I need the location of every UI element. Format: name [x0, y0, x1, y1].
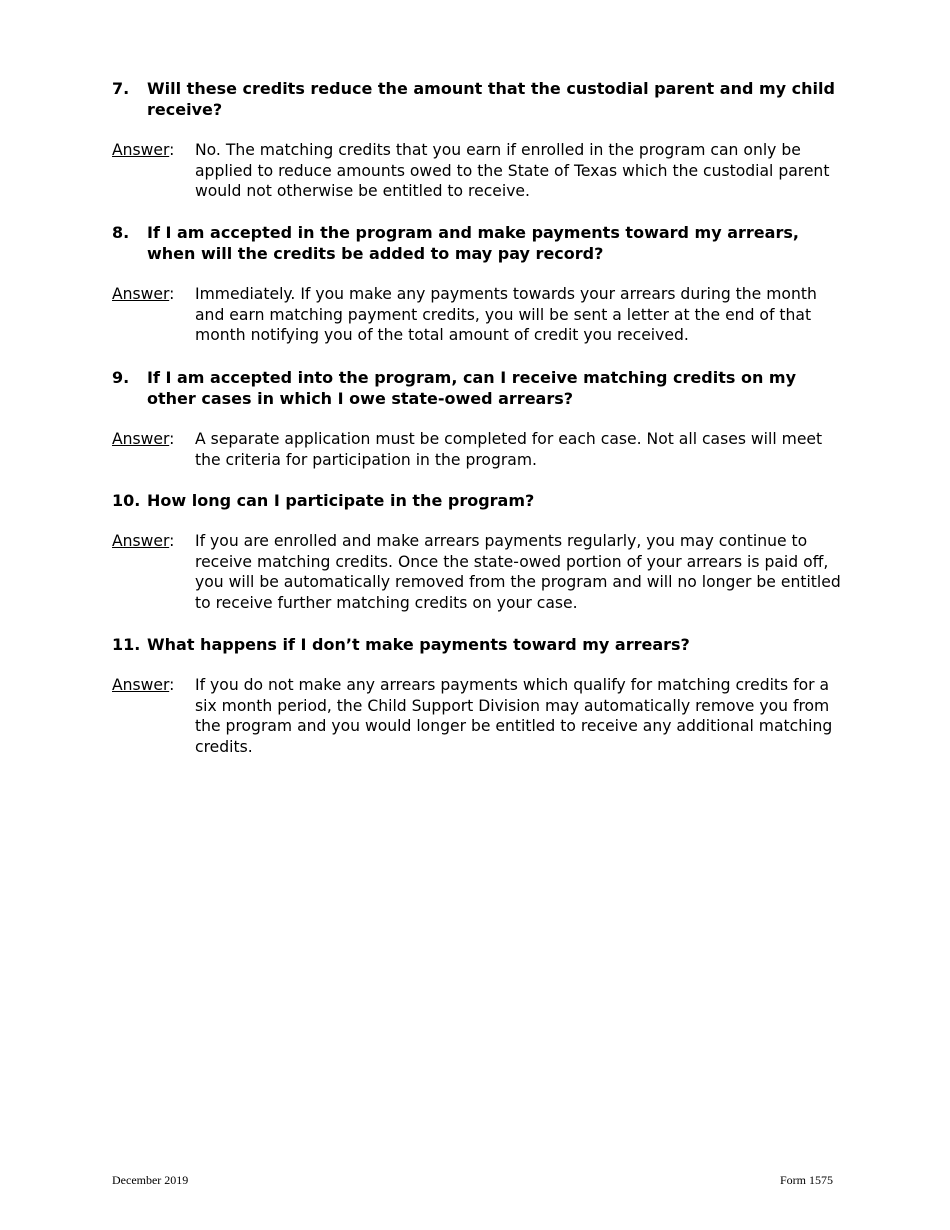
faq-question — [112, 367, 842, 409]
faq-item-11 — [112, 634, 842, 758]
answer-text: If you do not make any arrears payments which qualify for matching credits for a six month period, the Child Support Division may automatically remove you from the program and you would longer be entitled to receive any additional matching credits. — [195, 676, 833, 757]
faq-item-8 — [112, 222, 842, 346]
faq-answer — [112, 429, 842, 470]
question-number: 7. — [112, 79, 130, 98]
faq-item-10 — [112, 490, 842, 614]
answer-label: Answer: — [112, 532, 175, 550]
question-text: How long can I participate in the program? — [147, 491, 535, 510]
answer-label: Answer: — [112, 285, 175, 303]
faq-answer — [112, 140, 842, 202]
faq-question — [112, 490, 842, 511]
faq-item-9 — [112, 367, 842, 470]
faq-question — [112, 78, 842, 120]
question-text: What happens if I don’t make payments toward my arrears? — [147, 635, 690, 654]
faq-item-7 — [112, 78, 842, 202]
faq-question — [112, 634, 842, 655]
faq-answer — [112, 675, 842, 758]
question-number: 9. — [112, 368, 130, 387]
answer-text: A separate application must be completed for each case. Not all cases will meet the criteria for participation in the program. — [195, 430, 823, 469]
answer-text: Immediately. If you make any payments towards your arrears during the month and earn matching payment credits, you will be sent a letter at the end of that month notifying you of the total amount of credit you received. — [195, 285, 817, 345]
faq-answer — [112, 531, 842, 614]
answer-label: Answer: — [112, 430, 175, 448]
answer-label: Answer: — [112, 141, 175, 159]
faq-answer — [112, 284, 842, 346]
answer-text: If you are enrolled and make arrears payments regularly, you may continue to receive matching credits. Once the state-owed portion of your arrears is paid off, you will be automatically removed from the program and will no longer be entitled to receive further matching credits on your case. — [195, 532, 841, 613]
question-text: If I am accepted in the program and make payments toward my arrears, when will the credits be added to may pay record? — [147, 223, 799, 263]
answer-label: Answer: — [112, 676, 175, 694]
question-number: 11. — [112, 635, 141, 654]
answer-text: No. The matching credits that you earn if enrolled in the program can only be applied to reduce amounts owed to the State of Texas which the custodial parent would not otherwise be entitled to receive. — [195, 141, 830, 201]
question-text: Will these credits reduce the amount that the custodial parent and my child receive? — [147, 79, 835, 119]
footer-date: December 2019 — [112, 1173, 189, 1187]
faq-question — [112, 222, 842, 264]
question-number: 10. — [112, 491, 141, 510]
footer-form-number: Form 1575 — [779, 1173, 833, 1187]
question-text: If I am accepted into the program, can I receive matching credits on my other cases in which I owe state-owed arrears? — [147, 368, 797, 408]
question-number: 8. — [112, 223, 130, 242]
